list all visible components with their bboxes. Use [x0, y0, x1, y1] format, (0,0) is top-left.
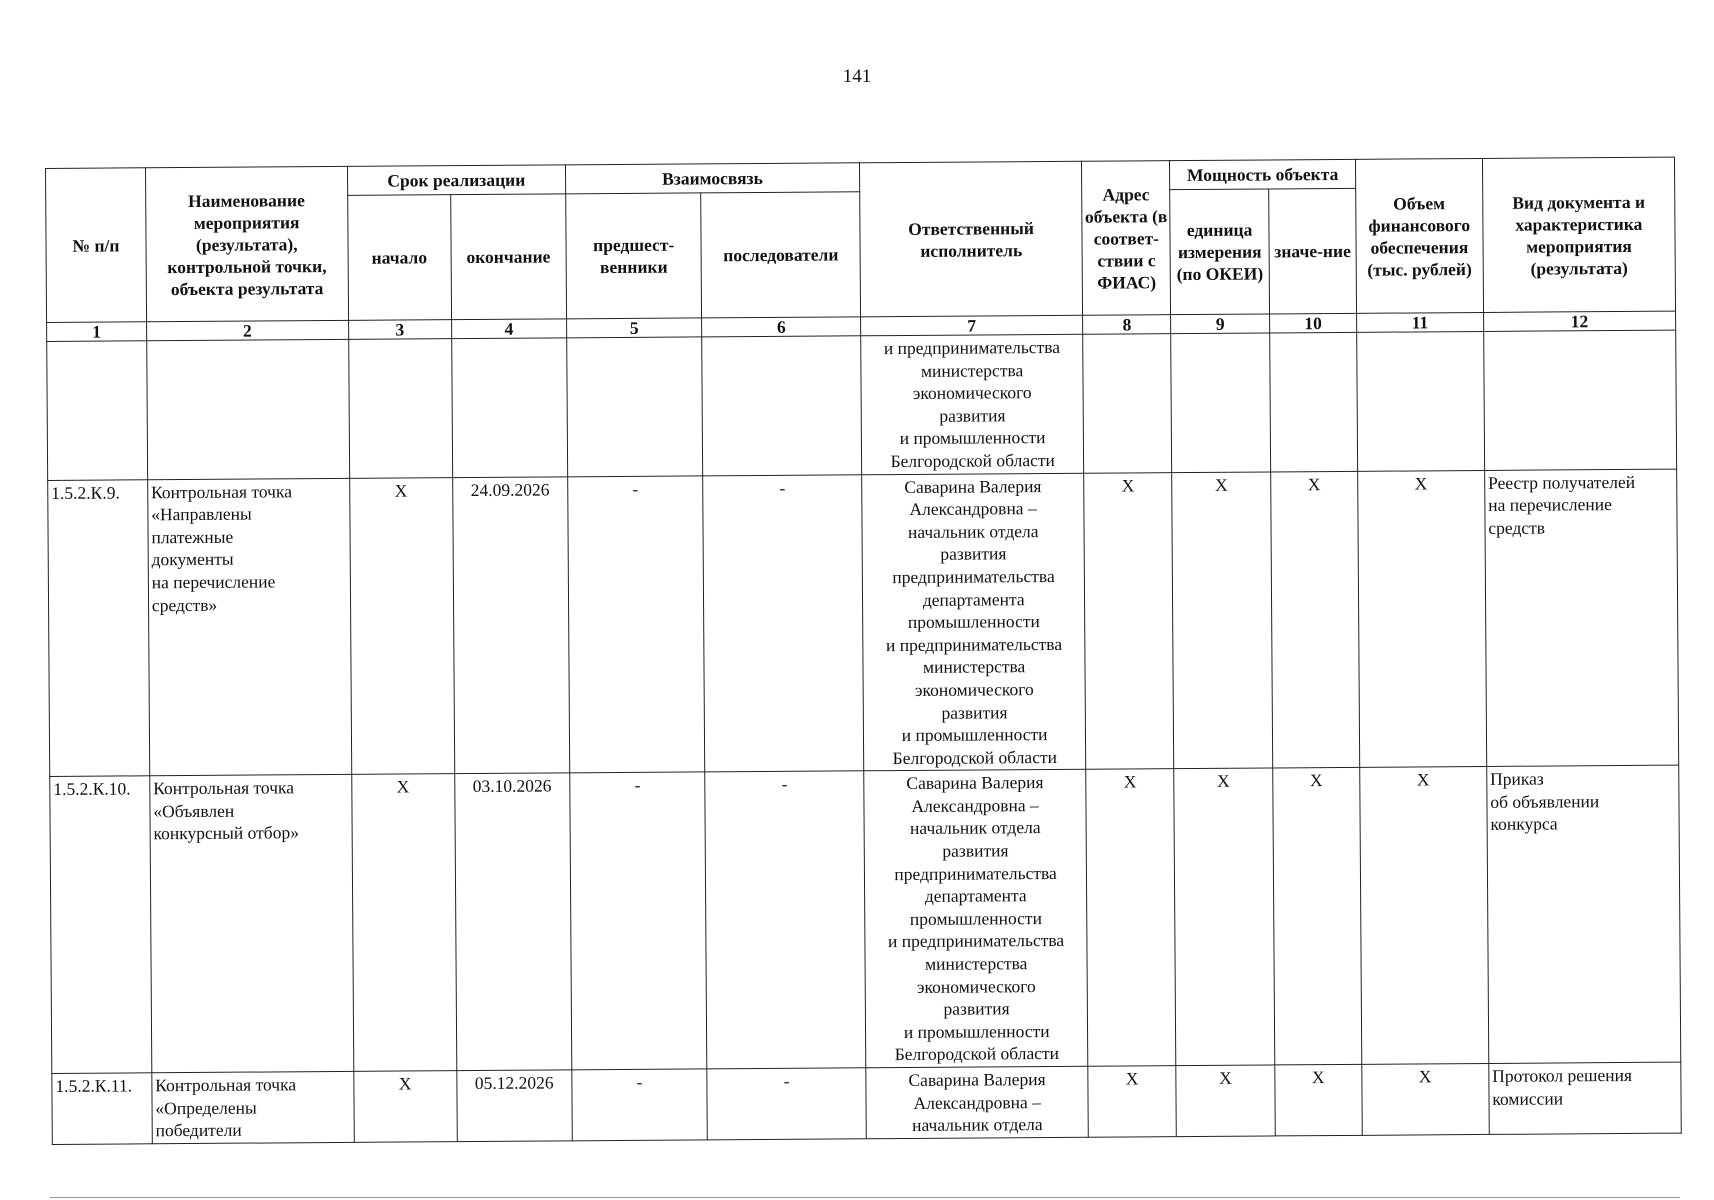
table-row [52, 1062, 1681, 1144]
cell-name: Контрольная точка «Направлены платежные документы на перечисление средств» [148, 478, 352, 776]
cell-successors: - [705, 771, 866, 1069]
cell-unit: X [1174, 768, 1275, 1065]
header-predecessors: предшест-венники [566, 193, 703, 319]
cell-executor: и предпринимательства министерства экономического развития и промышленности Белгородской области [861, 334, 1084, 474]
header-doc-type: Вид документа и характеристика мероприятия (результата) [1482, 157, 1675, 312]
cell-unit: X [1176, 1065, 1275, 1136]
header-name: Наименование мероприятия (результата), контрольной точки, объекта результата [145, 166, 348, 321]
cell-empty [348, 339, 452, 478]
plan-table [45, 157, 1682, 1145]
cell-empty [702, 336, 861, 476]
cell-start: X [353, 1071, 457, 1142]
cell-doc-type: Приказ об объявлении конкурса [1487, 765, 1681, 1063]
column-number: 1 [47, 322, 147, 342]
header-start: начало [347, 195, 451, 321]
cell-unit: X [1172, 472, 1273, 769]
cell-empty [567, 337, 704, 477]
table-row [50, 765, 1681, 1073]
header-address: Адрес объекта (в соответ-ствии с ФИАС) [1082, 161, 1171, 316]
cell-end: 24.09.2026 [452, 476, 569, 774]
cell-name: Контрольная точка «Объявлен конкурсный отбор» [150, 775, 354, 1073]
column-number: 9 [1171, 314, 1270, 334]
column-number: 3 [348, 320, 451, 340]
column-number: 2 [146, 320, 348, 340]
cell-start: X [351, 774, 456, 1071]
bottom-rule [50, 1197, 1680, 1199]
cell-empty [1083, 334, 1172, 473]
cell-predecessors: - [570, 772, 708, 1070]
page-number: 141 [842, 66, 872, 87]
cell-address: X [1084, 472, 1174, 769]
cell-num: 1.5.2.К.11. [52, 1073, 152, 1144]
column-number: 10 [1270, 313, 1357, 333]
column-number: 11 [1356, 312, 1483, 332]
cell-start: X [349, 477, 454, 774]
column-number: 8 [1083, 315, 1171, 335]
cell-finance: X [1362, 1063, 1489, 1135]
table-row [48, 469, 1679, 777]
header-unit: единица измерения (по ОКЕИ) [1170, 189, 1270, 315]
column-number: 6 [702, 317, 861, 337]
cell-empty [47, 341, 148, 480]
cell-executor: Саварина Валерия Александровна – начальник отдела развития предпринимательства департамента промышленности и предпринимательства министерства экономического развития и промышленности Белгородской области [864, 770, 1089, 1068]
column-number: 7 [860, 315, 1083, 336]
header-period: Срок реализации [347, 165, 565, 196]
header-executor: Ответственный исполнитель [859, 161, 1083, 317]
table-row-continuation [47, 330, 1677, 480]
column-number: 4 [451, 319, 566, 339]
cell-predecessors: - [567, 475, 705, 773]
header-end: окончание [450, 194, 566, 320]
header-successors: последователи [701, 192, 860, 318]
header-num: № п/п [46, 168, 147, 323]
cell-address: X [1088, 1066, 1176, 1137]
header-capacity: Мощность объекта [1170, 159, 1356, 189]
cell-empty [1171, 333, 1271, 472]
header-finance: Объем финансового обеспечения (тыс. рублей) [1355, 158, 1483, 313]
cell-end: 05.12.2026 [457, 1070, 573, 1142]
cell-empty [147, 339, 350, 479]
cell-empty [451, 338, 567, 477]
cell-predecessors: - [572, 1069, 708, 1141]
cell-value: X [1275, 1064, 1362, 1135]
cell-name: Контрольная точка «Определены победители [152, 1071, 354, 1143]
column-number: 12 [1483, 311, 1675, 331]
cell-doc-type: Протокол решения комиссии [1489, 1062, 1682, 1134]
cell-successors: - [703, 474, 864, 772]
cell-num: 1.5.2.К.9. [48, 479, 150, 776]
cell-address: X [1086, 769, 1176, 1066]
cell-finance: X [1360, 767, 1489, 1065]
cell-value: X [1273, 768, 1362, 1065]
cell-value: X [1271, 471, 1360, 768]
header-value: значе-ние [1269, 188, 1357, 314]
cell-empty [1483, 330, 1676, 470]
cell-empty [1357, 331, 1485, 470]
header-link: Взаимосвязь [565, 163, 859, 194]
cell-successors: - [707, 1068, 866, 1140]
cell-end: 03.10.2026 [455, 773, 572, 1071]
column-number: 5 [566, 318, 702, 338]
cell-executor: Саварина Валерия Александровна – начальник отдела [866, 1066, 1089, 1138]
cell-empty [1270, 332, 1358, 471]
cell-doc-type: Реестр получателей на перечисление средств [1484, 469, 1678, 767]
cell-num: 1.5.2.К.10. [50, 776, 152, 1073]
cell-executor: Саварина Валерия Александровна – начальник отдела развития предпринимательства департамента промышленности и предпринимательства министерства экономического развития и промышленности Белгородской области [862, 473, 1087, 771]
cell-finance: X [1357, 470, 1486, 768]
